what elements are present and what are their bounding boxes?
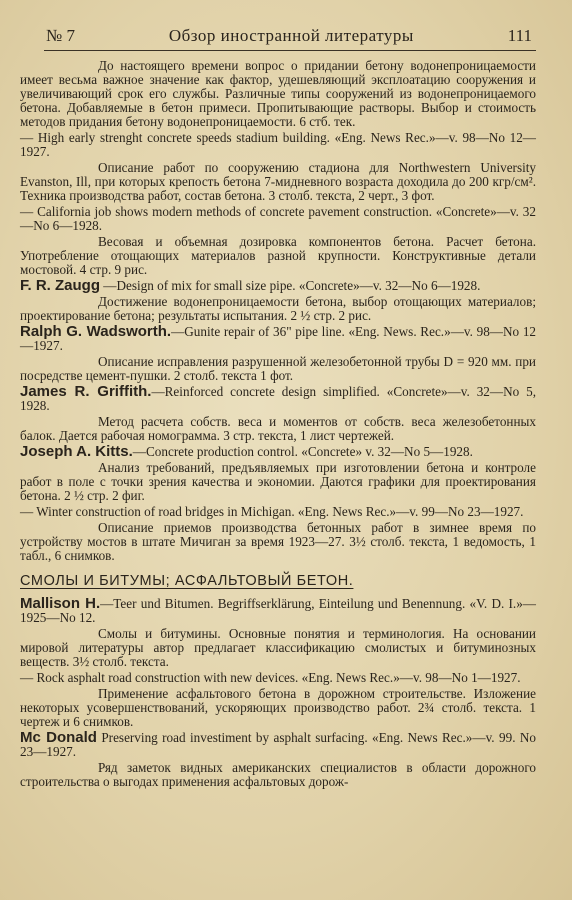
entry-author: Mc Donald (20, 729, 97, 746)
abstract-paragraph: Ряд заметок видных американских специалистов в области дорожного строительства о выгодах применения асфальтовых дорож- (20, 760, 536, 789)
entry-citation: — Rock asphalt road construction with new devices. «Eng. News Rec.»—v. 98—No 1—1927. (20, 670, 521, 685)
entry-citation: — High early strenght concrete speeds stadium building. «Eng. News Rec.»—v. 98—No 12—1927. (20, 130, 536, 159)
bibliography-entry (20, 597, 536, 625)
header-rule (44, 50, 536, 51)
entry-citation: —Teer und Bitumen. Begriffserklärung, Einteilung und Benennung. «V. D. I.»—1925—No 12. (20, 596, 536, 625)
abstract-paragraph: Описание работ по сооружению стадиона для Northwestern University Evanston, Ill, при которых крепость бетона 7-мидневного возраста доходила до 200 кгр/см². Техника производства работ, состав бетона. 3 столб. текста, 2 черт., 3 фот. (20, 160, 536, 203)
abstract-paragraph: До настоящего времени вопрос о придании бетону водонепроницаемости имеет весьма важное значение как фактор, удешевляющий эксплоатацию сооружения и увеличивающий срок его службы. Различные типы сооружений из водонепроницаемого бетона. Добавляемые в бетон примеси. Пропитывающие растворы. Выбор и стоимость методов придания бетону водонепроницаемости. 6 стб. тек. (20, 58, 536, 129)
bibliography-entry (20, 325, 536, 353)
entry-author: James R. Griffith. (20, 383, 152, 400)
section-heading: СМОЛЫ И БИТУМЫ; АСФАЛЬТОВЫЙ БЕТОН. (20, 573, 354, 589)
entry-citation: —Design of mix for small size pipe. «Concrete»—v. 32—No 6—1928. (100, 278, 481, 293)
bibliography-entry (20, 205, 536, 233)
bibliography-entry (20, 131, 536, 159)
issue-number: № 7 (46, 26, 75, 45)
entry-citation: Preserving road investiment by asphalt surfacing. «Eng. News Rec.»—v. 99. No 23—1927. (20, 730, 537, 759)
entry-citation: — California job shows modern methods of concrete pavement construction. «Concrete»—v. 32—No 6—1928. (20, 204, 536, 233)
abstract-paragraph: Метод расчета собств. веса и моментов от собств. веса железобетонных балок. Дается рабочая номограмма. 3 стр. текста, 1 лист чертежей. (20, 414, 536, 443)
bibliography-entry (20, 671, 536, 685)
entry-citation: —Reinforced concrete design simplified. «Concrete»—v. 32—No 5, 1928. (20, 384, 536, 413)
bibliography-entry (20, 731, 536, 759)
entry-author: F. R. Zaugg (20, 277, 100, 294)
abstract-paragraph: Применение асфальтового бетона в дорожном строительстве. Изложение некоторых усовершенствований, ускоряющих производство работ. 2¾ столб. текста. 1 чертеж и 6 снимков. (20, 686, 536, 729)
abstract-paragraph: Смолы и битумины. Основные понятия и терминология. На основании мировой литературы автор предлагает классификацию смолистых и битуминозных веществ. 3½ столб. текста. (20, 626, 536, 669)
abstract-paragraph: Анализ требований, предъявляемых при изготовлении бетона и контроле работ в поле с точки зрения качества и экономии. Даются графики для проектирования бетона. 2 ½ стр. 2 фиг. (20, 460, 536, 503)
entry-citation: —Gunite repair of 36" pipe line. «Eng. News. Rec.»—v. 98—No 12—1927. (20, 324, 537, 353)
entry-author: Joseph A. Kitts. (20, 443, 133, 460)
abstract-paragraph: Достижение водонепроницаемости бетона, выбор отощающих материалов; проектирование бетона; результаты испытания. 2 ½ стр. 2 рис. (20, 294, 536, 323)
abstract-paragraph: Описание исправления разрушенной железобетонной трубы D = 920 мм. при посредстве цемент-пушки. 2 столб. текста 1 фот. (20, 354, 536, 383)
abstract-paragraph: Описание приемов производства бетонных работ в зимнее время по устройству мостов в штате Мичиган за время 1923—27. 3½ столб. текста, 1 ведомость, 1 табл., 6 снимков. (20, 520, 536, 563)
abstract-paragraph: Весовая и объемная дозировка компонентов бетона. Расчет бетона. Употребление отощающих материалов разной крупности. Конструктивные детали мостовой. 4 стр. 9 рис. (20, 234, 536, 277)
page-header (20, 26, 536, 50)
running-title: Обзор иностранной литературы (168, 26, 414, 45)
entry-author: Mallison H. (20, 595, 101, 612)
bibliography-entry (20, 385, 536, 413)
entry-citation: —Concrete production control. «Concrete» v. 32—No 5—1928. (132, 444, 473, 459)
bibliography-entry (20, 445, 536, 459)
entry-author: Ralph G. Wadsworth. (20, 323, 172, 340)
entry-citation: — Winter construction of road bridges in Michigan. «Eng. News Rec.»—v. 99—No 23—1927. (20, 504, 524, 519)
bibliography-entry (20, 279, 536, 293)
page-number: 111 (507, 26, 532, 45)
bibliography-entry (20, 505, 536, 519)
page-body (20, 59, 536, 789)
